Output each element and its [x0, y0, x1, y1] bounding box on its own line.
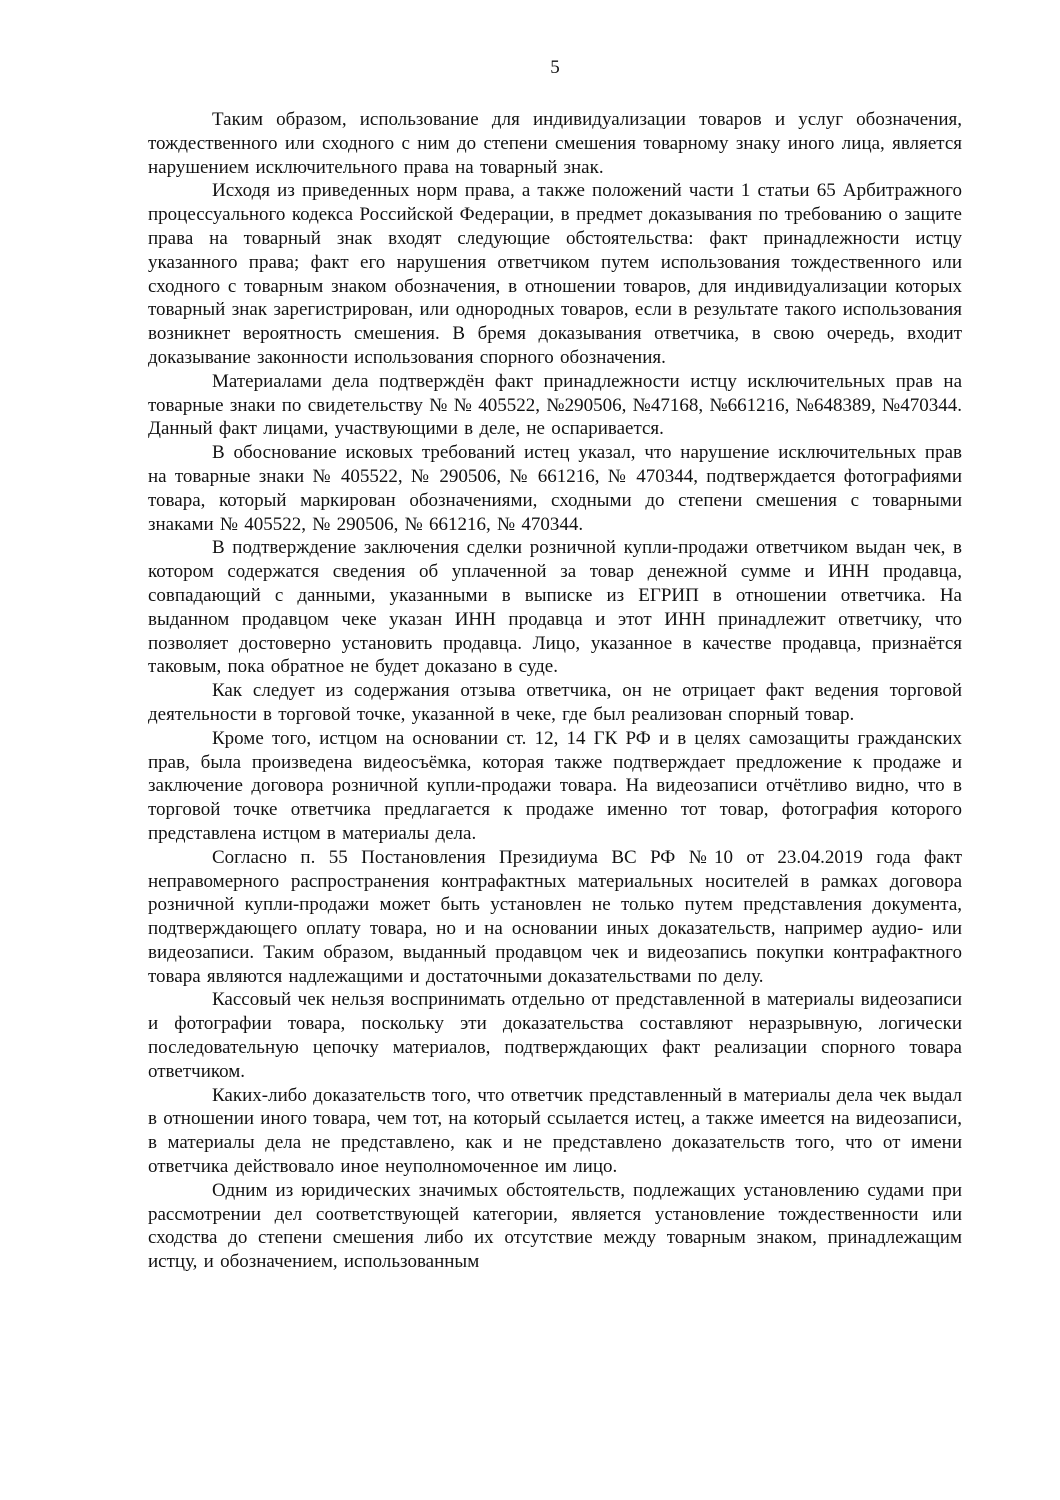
paragraph-trademark-use: Таким образом, использование для индивидуализации товаров и услуг обозначения, тождественного или сходного с ним до степени смешения товарному знаку иного лица, является нарушением исключительного права на товарный знак.: [148, 109, 962, 178]
paragraph-defendant-response: Как следует из содержания отзыва ответчика, он не отрицает факт ведения торговой деятельности в торговой точке, указанной в чеке, где был реализован спорный товар.: [148, 680, 962, 725]
paragraph-supreme-court-ruling: Согласно п. 55 Постановления Президиума ВС РФ №10 от 23.04.2019 года факт неправомерного распространения контрафактных материальных носителей в рамках договора розничной купли-продажи может быть установлен не только путем представления документа, подтверждающего оплату товара, но и на основании иных доказательств, например аудио- или видеозаписи. Таким образом, выданный продавцом чек и видеозапись покупки контрафактного товара являются надлежащими и достаточными доказательствами по делу.: [148, 846, 962, 987]
paragraph-video-recording: Кроме того, истцом на основании ст. 12, 14 ГК РФ и в целях самозащиты гражданских прав, была произведена видеосъёмка, которая также подтверждает предложение к продаже и заключение договора розничной купли-продажи товара. На видеозаписи отчётливо видно, что в торговой точке ответчика предлагается к продаже именно тот товар, фотография которого представлена истцом в материалы дела.: [148, 727, 962, 844]
document-body: [148, 108, 962, 1274]
paragraph-burden-of-proof: Исходя из приведенных норм права, а также положений части 1 статьи 65 Арбитражного процессуального кодекса Российской Федерации, в предмет доказывания по требованию о защите права на товарный знак входят следующие обстоятельства: факт принадлежности истцу указанного права; факт его нарушения ответчиком путем использования тождественного или сходного с товарным знаком обозначения, в отношении товаров, для индивидуализации которых товарный знак зарегистрирован, или однородных товаров, если в результате такого использования возникнет вероятность смешения. В бремя доказывания ответчика, в свою очередь, входит доказывание законности использования спорного обозначения.: [148, 180, 962, 368]
paragraph-legal-significance: Одним из юридических значимых обстоятельств, подлежащих установлению судами при рассмотрении дел соответствующей категории, является установление тождественности или сходства до степени смешения либо их отсутствие между товарным знаком, принадлежащим истцу, и обозначением, использованным: [148, 1179, 962, 1273]
paragraph-cash-receipt-chain: Кассовый чек нельзя воспринимать отдельно от представленной в материалы видеозаписи и фотографии товара, поскольку эти доказательства составляют неразрывную, логически последовательную цепочку материалов, подтверждающих факт реализации спорного товара ответчиком.: [148, 989, 962, 1082]
paragraph-trademark-certificates: Материалами дела подтверждён факт принадлежности истцу исключительных прав на товарные знаки по свидетельству № № 405522, №290506, №47168, №661216, №648389, №470344. Данный факт лицами, участвующими в деле, не оспаривается.: [148, 370, 962, 440]
paragraph-claim-basis: В обоснование исковых требований истец указал, что нарушение исключительных прав на товарные знаки № 405522, № 290506, № 661216, № 470344, подтверждается фотографиями товара, который маркирован обозначениями, сходными до степени смешения с товарными знаками № 405522, № 290506, № 661216, № 470344.: [148, 442, 962, 535]
paragraph-receipt-inn: В подтверждение заключения сделки розничной купли-продажи ответчиком выдан чек, в котором содержатся сведения об уплаченной за товар денежной сумме и ИНН продавца, совпадающий с данными, указанными в выписке из ЕГРИП в отношении ответчика. На выданном продавцом чеке указан ИНН продавца и этот ИНН принадлежит ответчику, что позволяет достоверно установить продавца. Лицо, указанное в качестве продавца, признаётся таковым, пока обратное не будет доказано в суде.: [148, 537, 962, 678]
paragraph-no-counter-evidence: Каких-либо доказательств того, что ответчик представленный в материалы дела чек выдал в отношении иного товара, чем тот, на который ссылается истец, а также имеется на видеозаписи, в материалы дела не представлено, как и не представлено доказательств того, что от имени ответчика действовало иное неуполномоченное им лицо.: [148, 1084, 962, 1178]
page-number: 5: [550, 57, 560, 78]
